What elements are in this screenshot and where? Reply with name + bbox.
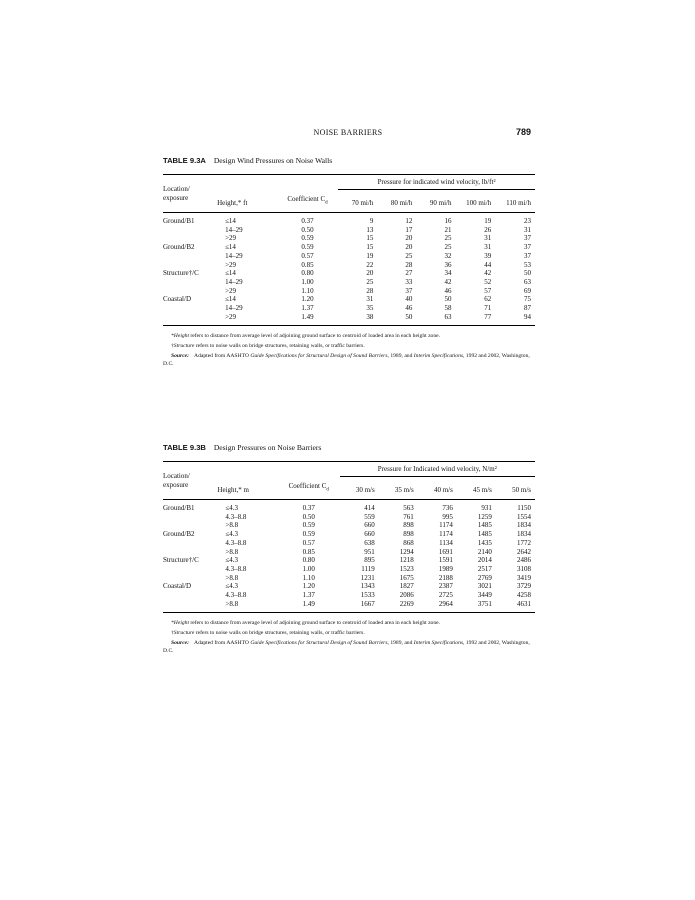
speed-header: 45 m/s: [473, 486, 492, 495]
table-row: [163, 539, 535, 548]
location-cell: [163, 304, 217, 313]
pressure-cell: 1174: [439, 530, 453, 539]
pressure-cell: 2769: [477, 573, 492, 582]
height-cell: ≤4.3: [225, 530, 238, 539]
table-row: [163, 513, 535, 522]
pressure-cell: 36: [444, 260, 452, 269]
group-header: Pressure for Indicated wind velocity, N/m²: [340, 462, 535, 477]
coefficient-cell: 0.85: [302, 547, 315, 556]
table-row: [163, 591, 535, 600]
pressure-cell: 12: [405, 217, 413, 225]
pressure-cell: 38: [366, 312, 374, 321]
height-cell: >8.8: [225, 547, 239, 556]
pressure-cell: 1834: [517, 530, 531, 539]
height-cell: >29: [225, 260, 237, 269]
location-header: Location/ exposure: [163, 471, 190, 489]
pressure-cell: 761: [403, 512, 414, 521]
pressure-cell: 1591: [438, 556, 453, 565]
pressure-cell: 13: [366, 225, 374, 234]
pressure-cell: 895: [364, 556, 375, 565]
coefficient-cell: 1.00: [302, 564, 315, 573]
pressure-cell: 25: [444, 243, 452, 252]
pressure-cell: 75: [524, 295, 531, 304]
pressure-cell: 87: [524, 304, 531, 313]
table-label: TABLE 9.3B: [163, 443, 206, 452]
coefficient-cell: 0.50: [301, 225, 314, 234]
height-cell: 14–29: [225, 225, 243, 234]
height-note: *Height refers to distance from average level of adjoining ground surface to centroid of loaded area in each height zone.: [171, 333, 441, 340]
pressure-cell: 15: [366, 234, 374, 243]
pressure-cell: 50: [524, 269, 531, 278]
table-row: [163, 252, 535, 261]
height-cell: 14–29: [225, 277, 243, 286]
pressure-cell: 25: [366, 277, 374, 286]
source-note: Source: Adapted from AASHTO Guide Specifications for Structural Design of Sound Barriers, 1989, and Interim Specifications, 1992 and 2002, Washington, D.C.: [163, 640, 530, 655]
location-cell: [163, 539, 217, 548]
speed-header: 80 mi/h: [390, 199, 413, 208]
pressure-cell: 53: [524, 260, 531, 269]
location-cell: [163, 591, 217, 600]
pressure-cell: 995: [442, 512, 453, 521]
coefficient-cell: 0.37: [302, 504, 315, 512]
pressure-cell: 1667: [360, 599, 375, 608]
pressure-cell: 42: [484, 269, 492, 278]
pressure-cell: 2086: [399, 591, 414, 600]
pressure-cell: 3449: [477, 591, 492, 600]
pressure-cell: 3729: [517, 582, 531, 591]
table-row: [163, 521, 535, 530]
pressure-cell: 3108: [517, 564, 531, 573]
table-row: [163, 548, 535, 557]
table-9-3a: [163, 156, 535, 370]
height-cell: >8.8: [225, 521, 239, 530]
location-cell: [163, 234, 217, 243]
coefficient-cell: 1.00: [301, 277, 314, 286]
pressure-cell: 1218: [399, 556, 414, 565]
speed-header: 50 m/s: [512, 486, 531, 495]
height-cell: 14–29: [225, 304, 243, 313]
coefficient-cell: 0.37: [301, 217, 314, 225]
pressure-cell: 37: [524, 243, 531, 252]
height-cell: ≤14: [225, 217, 236, 225]
table-caption: [163, 156, 535, 165]
pressure-cell: 2014: [477, 556, 492, 565]
pressure-cell: 1259: [477, 512, 492, 521]
pressure-cell: 1435: [477, 538, 492, 547]
pressure-cell: 3419: [517, 573, 531, 582]
pressure-cell: 559: [364, 512, 375, 521]
table-row: [163, 574, 535, 583]
table-notes: [163, 619, 535, 655]
location-cell: Ground/B1: [163, 217, 195, 225]
pressure-cell: 3751: [477, 599, 492, 608]
height-cell: 4.3–8.8: [225, 564, 247, 573]
coefficient-cell: 1.20: [302, 582, 315, 591]
speed-header: 70 mi/h: [351, 199, 374, 208]
height-cell: 14–29: [225, 251, 243, 260]
table-row: [163, 600, 535, 613]
pressure-cell: 1691: [438, 547, 453, 556]
pressure-cell: 1533: [360, 591, 375, 600]
pressure-cell: 414: [364, 504, 375, 512]
pressure-cell: 17: [405, 225, 413, 234]
pressure-cell: 77: [484, 312, 492, 321]
height-cell: ≤4.3: [225, 504, 238, 512]
height-cell: 4.3–8.8: [225, 512, 247, 521]
pressure-cell: 52: [484, 277, 492, 286]
speed-header: 35 m/s: [394, 486, 414, 495]
running-head: [163, 128, 533, 142]
pressure-cell: 1294: [399, 547, 414, 556]
location-cell: [163, 226, 217, 235]
page-number: 789: [515, 127, 531, 137]
table-row: [163, 243, 535, 252]
pressure-cell: 31: [484, 243, 492, 252]
pressure-cell: 94: [524, 312, 531, 321]
pressure-cell: 2188: [438, 573, 453, 582]
pressure-cell: 563: [403, 504, 414, 512]
structure-note: †Structure refers to noise walls on bridge structures, retaining walls, or traffic barriers.: [171, 343, 365, 350]
height-cell: ≤4.3: [225, 556, 238, 565]
table-9-3b: [163, 443, 535, 657]
height-cell: >29: [225, 234, 237, 243]
coefficient-cell: 0.85: [301, 260, 314, 269]
pressure-cell: 2642: [517, 547, 531, 556]
coefficient-cell: 1.49: [301, 312, 314, 321]
pressure-cell: 15: [366, 243, 374, 252]
pressure-cell: 37: [524, 251, 531, 260]
pressure-cell: 16: [444, 217, 452, 225]
pressure-cell: 4631: [517, 599, 531, 608]
table-row: [163, 234, 535, 243]
location-cell: [163, 574, 217, 583]
pressure-cell: 9: [369, 217, 374, 225]
table-row: [163, 313, 535, 326]
location-cell: [163, 548, 217, 557]
pressure-cell: 1119: [361, 564, 375, 573]
pressure-cell: 35: [366, 304, 374, 313]
table-label: TABLE 9.3A: [163, 156, 206, 165]
speed-header: 100 mi/h: [466, 199, 492, 208]
pressure-cell: 28: [405, 260, 413, 269]
coefficient-cell: 0.59: [302, 530, 315, 539]
pressure-cell: 20: [405, 234, 413, 243]
coefficient-cell: 0.57: [302, 538, 315, 547]
table-caption: [163, 443, 535, 452]
pressure-cell: 2140: [477, 547, 492, 556]
table-row: [163, 269, 535, 278]
coefficient-cell: 0.50: [302, 512, 315, 521]
location-cell: [163, 278, 217, 287]
speed-header: 30 m/s: [355, 486, 375, 495]
table-row: [163, 287, 535, 296]
coefficient-header: Coefficient $C_d$: [288, 481, 329, 493]
table-title: Design Wind Pressures on Noise Walls: [213, 156, 333, 165]
pressure-cell: 1554: [517, 512, 531, 521]
pressure-cell: 57: [484, 286, 492, 295]
height-cell: >29: [225, 286, 237, 295]
pressure-cell: 2486: [517, 556, 531, 565]
pressure-cell: 37: [524, 234, 531, 243]
table-notes: [163, 332, 535, 368]
coefficient-cell: 1.10: [301, 286, 314, 295]
pressure-cell: 1989: [438, 564, 453, 573]
coefficient-cell: 0.80: [302, 556, 315, 565]
data-table: [163, 461, 535, 613]
pressure-cell: 1150: [517, 504, 531, 512]
table-row: [163, 213, 535, 226]
coefficient-header: Coefficient $C_d$: [287, 194, 328, 206]
height-cell: ≤14: [225, 295, 236, 304]
table-row: [163, 278, 535, 287]
table-row: [163, 226, 535, 235]
pressure-cell: 951: [364, 547, 375, 556]
pressure-cell: 931: [481, 504, 492, 512]
table-row: [163, 530, 535, 539]
pressure-cell: 21: [444, 225, 452, 234]
source-note: Source: Adapted from AASHTO Guide Specifications for Structural Design of Sound Barriers, 1989, and Interim Specifications, 1992 and 2002, Washington, D.C.: [163, 353, 530, 368]
coefficient-cell: 0.59: [301, 243, 314, 252]
table-row: [163, 556, 535, 565]
height-cell: ≤4.3: [225, 582, 238, 591]
pressure-cell: 25: [405, 251, 413, 260]
pressure-cell: 50: [444, 295, 452, 304]
coefficient-cell: 1.20: [301, 295, 314, 304]
pressure-cell: 63: [444, 312, 452, 321]
pressure-cell: 58: [444, 304, 452, 313]
location-cell: Structure†/C: [163, 556, 199, 565]
pressure-cell: 898: [403, 521, 414, 530]
pressure-cell: 31: [366, 295, 374, 304]
height-cell: >8.8: [225, 599, 239, 608]
coefficient-cell: 0.57: [301, 251, 314, 260]
pressure-cell: 23: [524, 217, 531, 225]
speed-header: 40 m/s: [433, 486, 453, 495]
pressure-cell: 71: [484, 304, 492, 313]
coefficient-cell: 0.59: [302, 521, 315, 530]
pressure-cell: 20: [405, 243, 413, 252]
pressure-cell: 34: [444, 269, 452, 278]
location-header: Location/ exposure: [163, 184, 190, 202]
height-note: *Height refers to distance from average level of adjoining ground surface to centroid of loaded area in each height zone.: [171, 620, 441, 627]
table-row: [163, 500, 535, 513]
table-row: [163, 304, 535, 313]
height-cell: >29: [225, 312, 237, 321]
pressure-cell: 19: [484, 217, 492, 225]
height-cell: ≤14: [225, 243, 236, 252]
coefficient-cell: 0.80: [301, 269, 314, 278]
speed-header: 110 mi/h: [506, 199, 531, 208]
location-cell: [163, 521, 217, 530]
pressure-cell: 1772: [517, 538, 531, 547]
pressure-cell: 3021: [477, 582, 492, 591]
coefficient-cell: 0.59: [301, 234, 314, 243]
pressure-cell: 2725: [438, 591, 453, 600]
table-row: [163, 565, 535, 574]
pressure-cell: 37: [405, 286, 413, 295]
pressure-cell: 1675: [399, 573, 414, 582]
pressure-cell: 660: [364, 530, 375, 539]
pressure-cell: 1134: [439, 538, 453, 547]
pressure-cell: 32: [444, 251, 452, 260]
group-header: Pressure for indicated wind velocity, lb/ft²: [338, 175, 535, 190]
table-title: Design Pressures on Noise Barriers: [213, 443, 322, 452]
location-cell: [163, 513, 217, 522]
pressure-cell: 27: [405, 269, 413, 278]
pressure-cell: 2387: [438, 582, 453, 591]
pressure-cell: 69: [524, 286, 531, 295]
location-cell: [163, 565, 217, 574]
pressure-cell: 44: [484, 260, 492, 269]
pressure-cell: 1485: [477, 521, 492, 530]
pressure-cell: 19: [366, 251, 374, 260]
pressure-cell: 2964: [438, 599, 453, 608]
running-title: NOISE BARRIERS: [313, 128, 383, 137]
height-header: Height,* m: [217, 486, 249, 495]
table-row: [163, 261, 535, 270]
coefficient-cell: 1.10: [302, 573, 315, 582]
pressure-cell: 2517: [477, 564, 492, 573]
table-row: [163, 582, 535, 591]
location-cell: [163, 252, 217, 261]
location-cell: Ground/B2: [163, 530, 195, 539]
location-cell: [163, 600, 217, 613]
height-cell: 4.3–8.8: [225, 591, 247, 600]
pressure-cell: 1231: [360, 573, 375, 582]
location-cell: Coastal/D: [163, 582, 191, 591]
pressure-cell: 2269: [399, 599, 414, 608]
pressure-cell: 736: [442, 504, 453, 512]
pressure-cell: 1343: [360, 582, 375, 591]
pressure-cell: 28: [366, 286, 374, 295]
location-cell: Coastal/D: [163, 295, 191, 304]
pressure-cell: 42: [444, 277, 452, 286]
location-cell: Structure†/C: [163, 269, 199, 278]
coefficient-cell: 1.37: [302, 591, 315, 600]
pressure-cell: 63: [524, 277, 531, 286]
table-row: [163, 295, 535, 304]
height-header: Height,* ft: [217, 199, 248, 208]
data-table: [163, 174, 535, 326]
pressure-cell: 20: [366, 269, 374, 278]
pressure-cell: 31: [484, 234, 492, 243]
location-cell: [163, 287, 217, 296]
location-cell: [163, 313, 217, 326]
pressure-cell: 1834: [517, 521, 531, 530]
pressure-cell: 40: [405, 295, 413, 304]
height-cell: >8.8: [225, 573, 239, 582]
pressure-cell: 4258: [517, 591, 531, 600]
pressure-cell: 22: [366, 260, 374, 269]
pressure-cell: 638: [364, 538, 375, 547]
location-cell: Ground/B2: [163, 243, 195, 252]
pressure-cell: 46: [444, 286, 452, 295]
speed-header: 90 mi/h: [429, 199, 452, 208]
pressure-cell: 39: [484, 251, 492, 260]
pressure-cell: 660: [364, 521, 375, 530]
height-cell: ≤14: [225, 269, 236, 278]
pressure-cell: 46: [405, 304, 413, 313]
structure-note: †Structure refers to noise walls on bridge structures, retaining walls, or traffic barriers.: [171, 630, 365, 637]
pressure-cell: 1174: [439, 521, 453, 530]
location-cell: Ground/B1: [163, 504, 195, 512]
pressure-cell: 898: [403, 530, 414, 539]
pressure-cell: 31: [524, 225, 531, 234]
pressure-cell: 1485: [477, 530, 492, 539]
pressure-cell: 25: [444, 234, 452, 243]
pressure-cell: 868: [403, 538, 414, 547]
coefficient-cell: 1.49: [302, 599, 315, 608]
height-cell: 4.3–8.8: [225, 538, 247, 547]
pressure-cell: 1523: [399, 564, 414, 573]
pressure-cell: 1827: [399, 582, 414, 591]
pressure-cell: 50: [405, 312, 413, 321]
pressure-cell: 62: [484, 295, 492, 304]
coefficient-cell: 1.37: [301, 304, 314, 313]
location-cell: [163, 261, 217, 270]
pressure-cell: 26: [484, 225, 492, 234]
pressure-cell: 33: [405, 277, 413, 286]
